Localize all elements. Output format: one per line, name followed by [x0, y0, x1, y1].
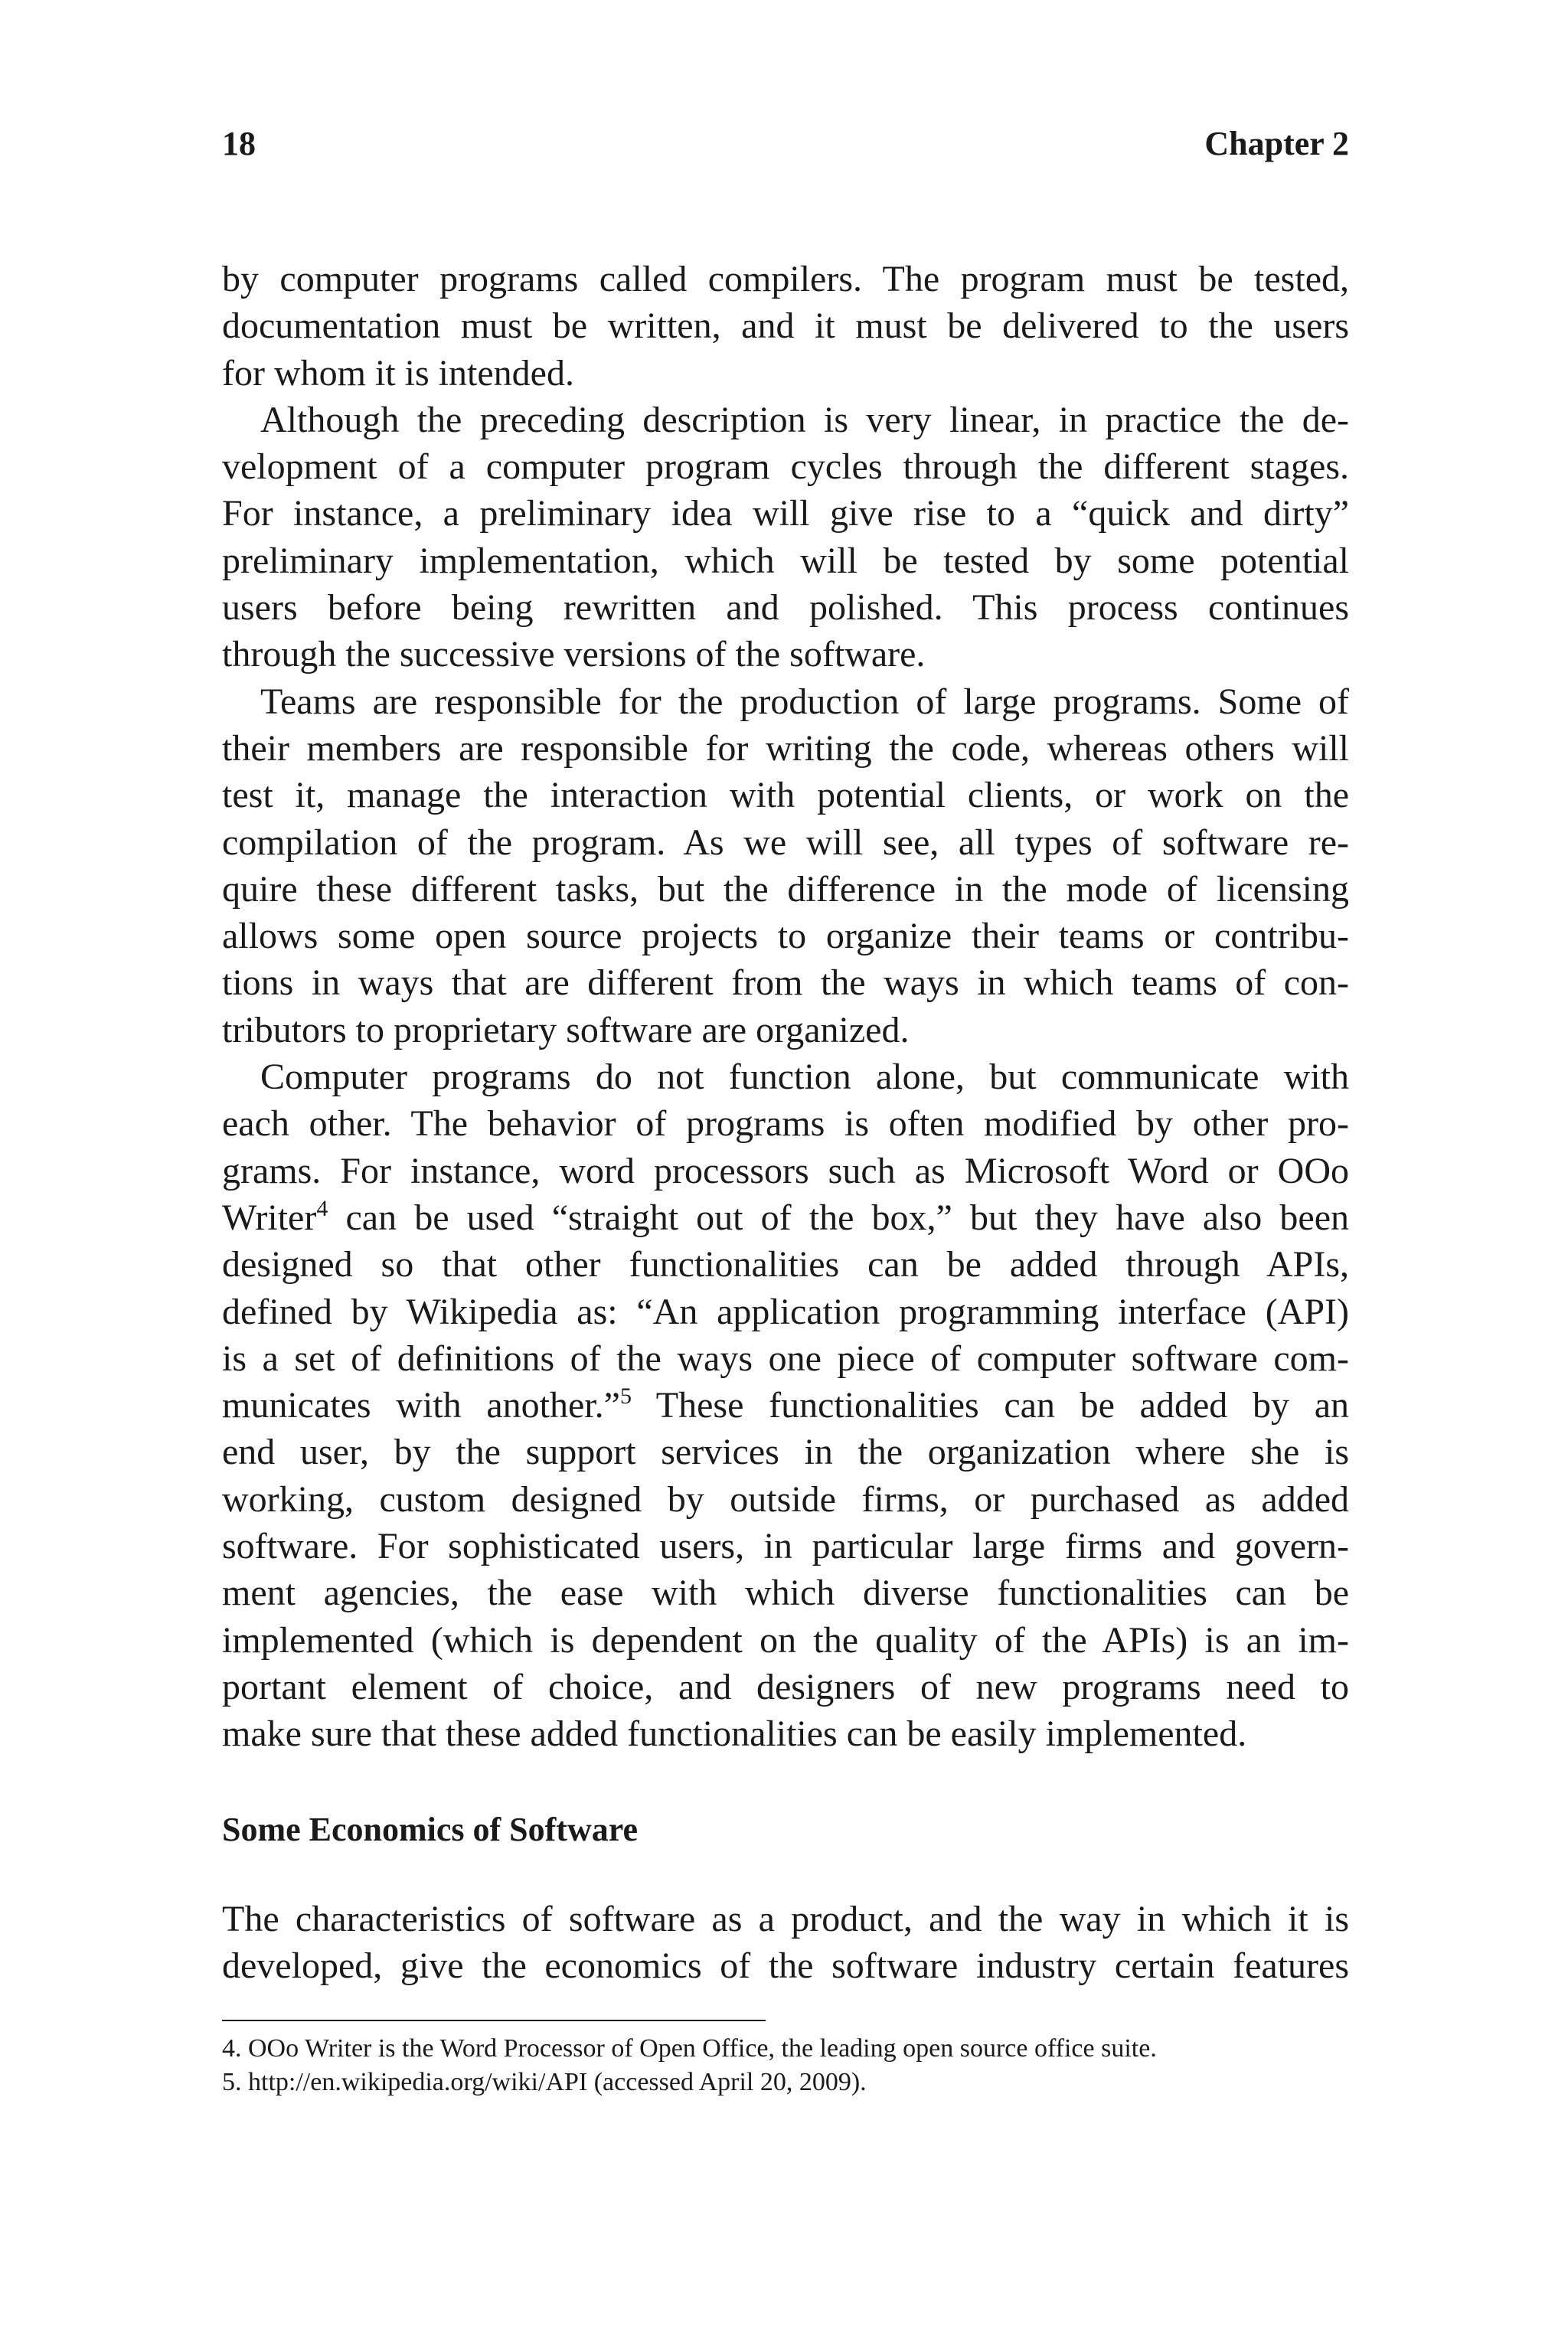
text-line: quire these different tasks, but the difference in the mode of licensing — [222, 868, 1349, 910]
paragraph — [222, 1896, 1349, 1990]
text-line: compilation of the program. As we will see, all types of software re- — [222, 822, 1349, 863]
text-line: designed so that other functionalities can be added through APIs, — [222, 1244, 1349, 1285]
text-line: working, custom designed by outside firms, or purchased as added — [222, 1478, 1349, 1520]
paragraph — [222, 678, 1349, 1054]
text-line: end user, by the support services in the organization where she is — [222, 1432, 1349, 1473]
section-body-text — [222, 1896, 1349, 1990]
text-line: portant element of choice, and designers of new programs need to — [222, 1666, 1349, 1707]
text-line: test it, manage the interaction with potential clients, or work on the — [222, 775, 1349, 816]
text-line — [222, 1382, 1349, 1429]
text-line: velopment of a computer program cycles through the different stages. — [222, 446, 1349, 488]
text-line: The characteristics of software as a product, and the way in which it is — [222, 1899, 1349, 1939]
text-line: for whom it is intended. — [222, 352, 574, 394]
text-line: through the successive versions of the software. — [222, 634, 926, 675]
text-line: make sure that these added functionalities can be easily implemented. — [222, 1713, 1247, 1755]
chapter-label: Chapter 2 — [1204, 125, 1349, 162]
text-line: grams. For instance, word processors such as Microsoft Word or OOo — [222, 1150, 1349, 1191]
text-line: ment agencies, the ease with which diverse functionalities can be — [222, 1573, 1349, 1614]
paragraph — [222, 397, 1349, 678]
footnote-rule — [222, 2020, 766, 2021]
text-run: municates with another.” — [222, 1385, 620, 1426]
text-line: software. For sophisticated users, in particular large firms and govern- — [222, 1526, 1349, 1567]
text-line: documentation must be written, and it must be delivered to the users — [222, 305, 1349, 347]
page-number: 18 — [222, 125, 256, 162]
text-run: These functionalities can be added by an — [631, 1385, 1349, 1426]
footnote-ref: 4 — [316, 1195, 328, 1221]
text-run: Writer — [222, 1197, 317, 1238]
text-line: allows some open source projects to organize their teams or contribu- — [222, 916, 1349, 957]
footnote-ref: 5 — [619, 1383, 632, 1410]
body-text — [222, 256, 1349, 1758]
text-line: by computer programs called compilers. The program must be tested, — [222, 259, 1349, 299]
footnote-5: 5. http://en.wikipedia.org/wiki/API (accessed April 20, 2009). — [222, 2068, 867, 2096]
footnotes — [222, 2032, 1349, 2099]
text-line: Although the preceding description is very linear, in practice the de- — [260, 399, 1349, 440]
section-heading: Some Economics of Software — [222, 1811, 638, 1848]
text-line: their members are responsible for writing the code, whereas others will — [222, 727, 1349, 769]
text-line: each other. The behavior of programs is often modified by other pro- — [222, 1103, 1349, 1145]
text-line: developed, give the economics of the software industry certain features — [222, 1945, 1349, 1987]
text-line: Teams are responsible for the production of large programs. Some of — [260, 681, 1349, 722]
text-line: Computer programs do not function alone, but communicate with — [260, 1057, 1349, 1098]
text-line: defined by Wikipedia as: “An application programming interface (API) — [222, 1291, 1349, 1332]
paragraph — [222, 1054, 1349, 1757]
text-line: For instance, a preliminary idea will give rise to a “quick and dirty” — [222, 493, 1349, 534]
text-line: tributors to proprietary software are organized. — [222, 1009, 910, 1050]
text-line: implemented (which is dependent on the quality of the APIs) is an im- — [222, 1619, 1349, 1661]
footnote-4: 4. OOo Writer is the Word Processor of Open Office, the leading open source office suite. — [222, 2034, 1157, 2063]
text-line: is a set of definitions of the ways one piece of computer software com- — [222, 1338, 1349, 1379]
paragraph — [222, 256, 1349, 397]
text-line — [222, 1194, 1349, 1241]
text-line: preliminary implementation, which will be tested by some potential — [222, 540, 1349, 581]
text-line: users before being rewritten and polished. This process continues — [222, 587, 1349, 629]
text-run: can be used “straight out of the box,” but they have also been — [328, 1197, 1349, 1238]
text-line: tions in ways that are different from the ways in which teams of con- — [222, 962, 1349, 1004]
